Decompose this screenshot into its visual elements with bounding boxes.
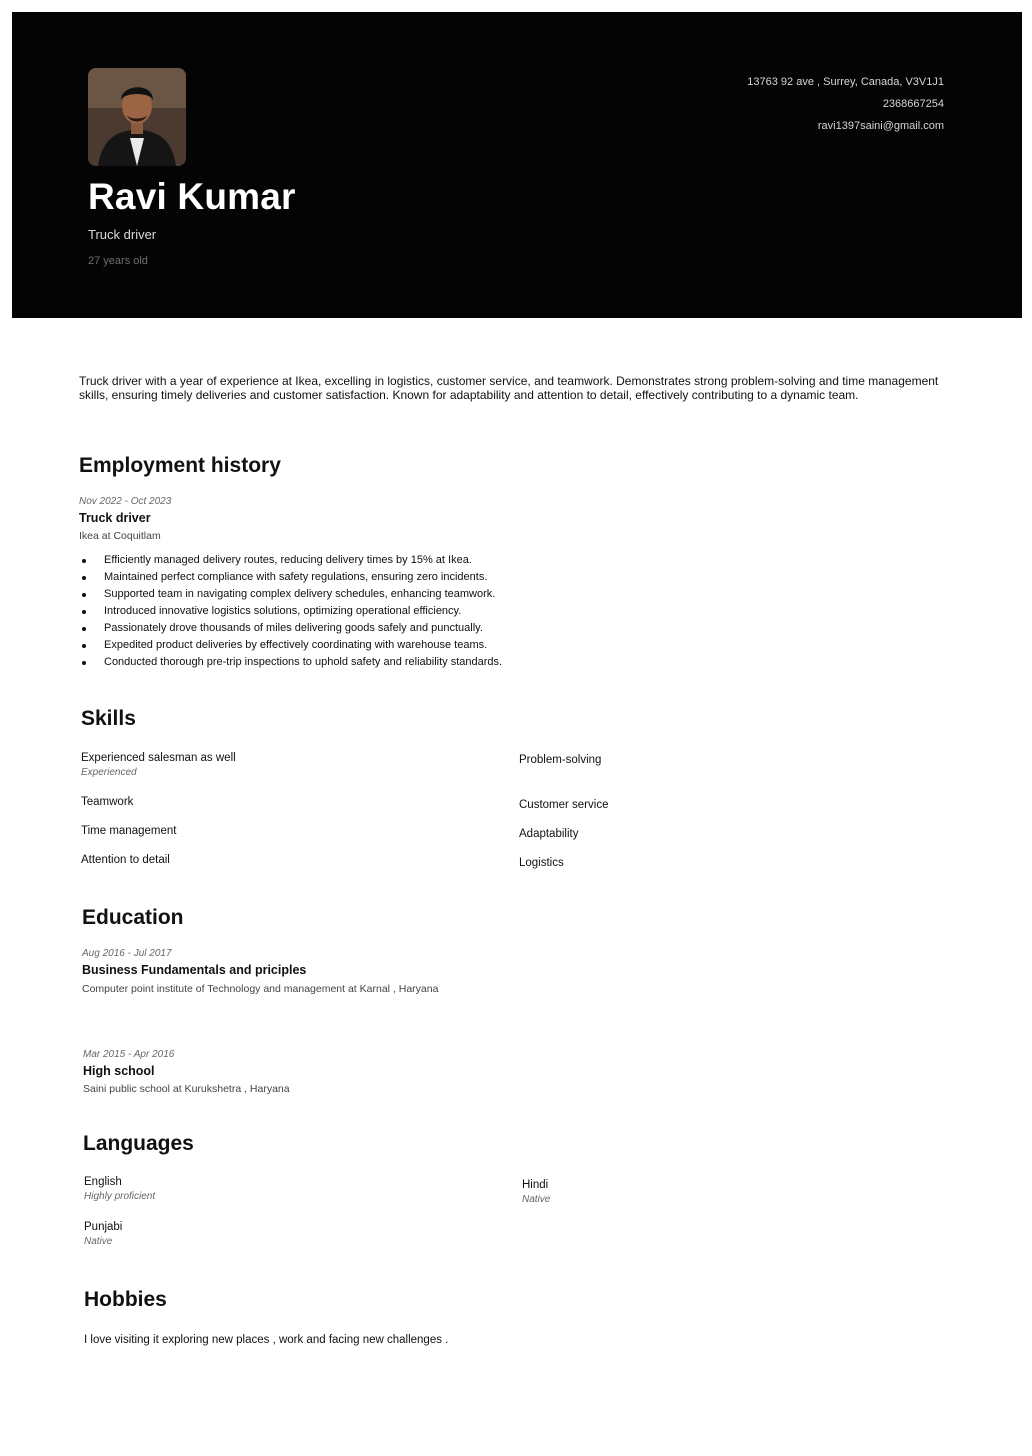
profile-photo	[88, 68, 186, 166]
candidate-age: 27 years old	[88, 255, 148, 267]
education-school: Saini public school at Kurukshetra , Haryana	[83, 1083, 290, 1095]
skill-name: Logistics	[519, 857, 564, 869]
language-level: Native	[84, 1236, 113, 1247]
employment-heading: Employment history	[79, 454, 281, 477]
language-name: Hindi	[522, 1179, 549, 1191]
education-dates: Mar 2015 - Apr 2016	[83, 1049, 175, 1060]
language-name: Punjabi	[84, 1221, 123, 1233]
skill-name: Experienced salesman as well	[81, 752, 236, 764]
resume-header	[12, 12, 1022, 318]
list-item: Supported team in navigating complex delivery schedules, enhancing teamwork.	[79, 586, 502, 603]
list-item: Introduced innovative logistics solutions, optimizing operational efficiency.	[79, 603, 502, 620]
languages-heading: Languages	[83, 1132, 194, 1155]
job-dates: Nov 2022 - Oct 2023	[79, 496, 172, 507]
education-dates: Aug 2016 - Jul 2017	[82, 948, 172, 959]
candidate-name: Ravi Kumar	[88, 176, 296, 217]
hobbies-heading: Hobbies	[84, 1288, 167, 1311]
language-item	[84, 1176, 155, 1202]
list-item: Passionately drove thousands of miles delivering goods safely and punctually.	[79, 620, 502, 637]
job-title: Truck driver	[79, 511, 151, 525]
list-item: Expedited product deliveries by effectively coordinating with warehouse teams.	[79, 637, 502, 654]
education-school: Computer point institute of Technology and management at Karnal , Haryana	[82, 983, 439, 995]
language-name: English	[84, 1176, 122, 1188]
hobbies-text: I love visiting it exploring new places , work and facing new challenges .	[84, 1334, 449, 1346]
list-item: Conducted thorough pre-trip inspections to uphold safety and reliability standards.	[79, 654, 502, 671]
phone-text: 2368667254	[882, 98, 944, 110]
skill-name: Customer service	[519, 799, 609, 811]
address-text: 13763 92 ave , Surrey, Canada, V3V1J1	[747, 76, 944, 88]
list-item: Maintained perfect compliance with safety regulations, ensuring zero incidents.	[79, 569, 502, 586]
education-degree: Business Fundamentals and priciples	[82, 963, 307, 977]
language-level: Native	[522, 1194, 551, 1205]
candidate-job-title: Truck driver	[88, 227, 157, 242]
skill-name: Attention to detail	[81, 854, 170, 866]
language-level: Highly proficient	[84, 1191, 156, 1202]
education-heading: Education	[82, 906, 184, 929]
job-company: Ikea at Coquitlam	[79, 530, 161, 542]
language-item	[84, 1221, 122, 1247]
skills-heading: Skills	[81, 707, 136, 730]
job-bullet-list	[79, 552, 502, 671]
skill-name: Teamwork	[81, 796, 134, 808]
skill-name: Problem-solving	[519, 754, 602, 766]
skill-name: Adaptability	[519, 828, 579, 840]
list-item: Efficiently managed delivery routes, reducing delivery times by 15% at Ikea.	[79, 552, 502, 569]
education-degree: High school	[83, 1064, 155, 1078]
contact-info	[747, 71, 944, 137]
skill-name: Time management	[81, 825, 177, 837]
email-link[interactable]: ravi1397saini@gmail.com	[817, 120, 944, 132]
skill-level: Experienced	[81, 767, 137, 778]
skill-item	[81, 752, 236, 778]
profile-summary: Truck driver with a year of experience at Ikea, excelling in logistics, customer service, and teamwork. Demonstrates strong problem-solving and time management skills, ensuring timely deliveries and customer satisfaction. Known for adaptability and attention to detail, effectively contributing to a dynamic team.	[79, 374, 939, 402]
language-item	[522, 1179, 550, 1205]
